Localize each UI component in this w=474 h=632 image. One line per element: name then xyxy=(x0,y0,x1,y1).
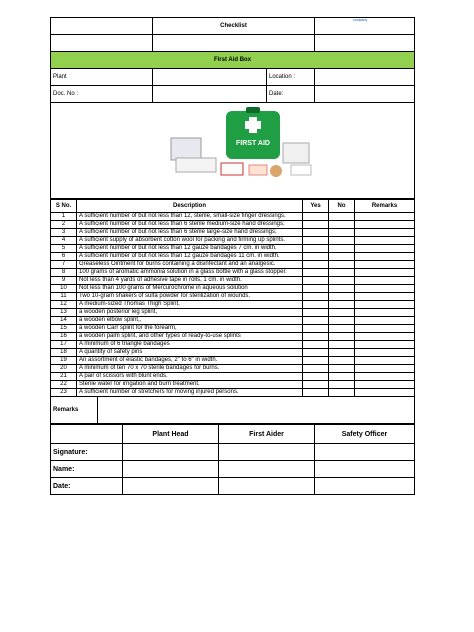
row-description: A sufficient number of but not less than 12, sterile, small-size finger dressings. xyxy=(77,213,303,221)
row-number: 9 xyxy=(51,277,77,285)
row-no-cell[interactable] xyxy=(329,389,355,397)
safety-officer-signature[interactable] xyxy=(315,444,415,461)
checklist-row xyxy=(51,389,415,397)
plant-label: Plant xyxy=(51,69,153,86)
row-description: A quantity of safety pins xyxy=(77,349,303,357)
checklist-row xyxy=(51,301,415,309)
row-description: A sufficient number of but not less than 12 gauze bandages 7 cm. in width. xyxy=(77,245,303,253)
row-yes-cell[interactable] xyxy=(303,301,329,309)
remarks-field[interactable] xyxy=(98,397,414,423)
row-yes-cell[interactable] xyxy=(303,317,329,325)
row-description: A minimum of 6 triangle bandages xyxy=(77,341,303,349)
row-remarks-cell[interactable] xyxy=(355,317,415,325)
date-field[interactable] xyxy=(315,86,415,103)
row-number: 8 xyxy=(51,269,77,277)
page-title: Checklist xyxy=(153,18,315,35)
row-yes-cell[interactable] xyxy=(303,253,329,261)
row-number: 12 xyxy=(51,301,77,309)
row-no-cell[interactable] xyxy=(329,229,355,237)
row-remarks-cell[interactable] xyxy=(355,221,415,229)
row-remarks-cell[interactable] xyxy=(355,341,415,349)
row-no-cell[interactable] xyxy=(329,333,355,341)
checklist-row xyxy=(51,365,415,373)
row-yes-cell[interactable] xyxy=(303,293,329,301)
row-no-cell[interactable] xyxy=(329,309,355,317)
row-yes-cell[interactable] xyxy=(303,309,329,317)
col-no: No xyxy=(329,200,355,213)
row-no-cell[interactable] xyxy=(329,253,355,261)
row-number: 18 xyxy=(51,349,77,357)
row-description: A sufficient supply of absorbent cotton wool for packing and firming up splints. xyxy=(77,237,303,245)
first-aider-signature[interactable] xyxy=(219,444,315,461)
row-no-cell[interactable] xyxy=(329,357,355,365)
kit-label: FIRST AID xyxy=(236,140,270,147)
row-yes-cell[interactable] xyxy=(303,389,329,397)
row-remarks-cell[interactable] xyxy=(355,349,415,357)
location-label: Location : xyxy=(267,69,315,86)
checklist-row xyxy=(51,261,415,269)
date-row-label: Date: xyxy=(51,478,123,495)
row-description: A pair of scissors with blunt ends. xyxy=(77,373,303,381)
row-description: Sterile water for irrigation and burn treatment. xyxy=(77,381,303,389)
checklist-table xyxy=(50,199,415,424)
row-remarks-cell[interactable] xyxy=(355,213,415,221)
section-title: First Aid Box xyxy=(51,52,415,69)
row-number: 13 xyxy=(51,309,77,317)
date-label: Date: xyxy=(267,86,315,103)
row-description: A sufficient number of stretchers for moving injured persons. xyxy=(77,389,303,397)
row-yes-cell[interactable] xyxy=(303,221,329,229)
row-number: 17 xyxy=(51,341,77,349)
row-description: a wooden palm splint, and other types of ready-to-use splints xyxy=(77,333,303,341)
row-yes-cell[interactable] xyxy=(303,277,329,285)
row-number: 3 xyxy=(51,229,77,237)
row-no-cell[interactable] xyxy=(329,349,355,357)
row-yes-cell[interactable] xyxy=(303,333,329,341)
row-yes-cell[interactable] xyxy=(303,237,329,245)
checklist-row xyxy=(51,317,415,325)
row-yes-cell[interactable] xyxy=(303,245,329,253)
checklist-row xyxy=(51,309,415,317)
row-number: 14 xyxy=(51,317,77,325)
row-no-cell[interactable] xyxy=(329,237,355,245)
name-label: Name: xyxy=(51,461,123,478)
company-logo: company xyxy=(353,18,368,22)
row-no-cell[interactable] xyxy=(329,301,355,309)
row-description: A minimum of ten 70 x 70 sterile bandages for burns. xyxy=(77,365,303,373)
location-field[interactable] xyxy=(315,69,415,86)
plant-field[interactable] xyxy=(153,69,267,86)
safety-officer-date[interactable] xyxy=(315,478,415,495)
row-description: 100 grams of aromatic ammonia solution in a glass bottle with a glass stopper. xyxy=(77,269,303,277)
checklist-row xyxy=(51,381,415,389)
row-no-cell[interactable] xyxy=(329,285,355,293)
doc-label: Doc. No : xyxy=(51,86,153,103)
row-description: Greaseless Ointment for burns containing a disinfectant and an analgesic. xyxy=(77,261,303,269)
checklist-row xyxy=(51,373,415,381)
row-number: 10 xyxy=(51,285,77,293)
row-description: a wooden Carr splint for the forearm, xyxy=(77,325,303,333)
row-description: A sufficient number of but not less than 6 sterile large-size hand dressings; xyxy=(77,229,303,237)
row-no-cell[interactable] xyxy=(329,269,355,277)
row-remarks-cell[interactable] xyxy=(355,285,415,293)
row-yes-cell[interactable] xyxy=(303,269,329,277)
row-description: An assortment of elastic bandages, 2" to 6" in width. xyxy=(77,357,303,365)
row-no-cell[interactable] xyxy=(329,213,355,221)
row-number: 5 xyxy=(51,245,77,253)
row-description: A sufficient number of but not less than 6 sterile medium-size hand dressings; xyxy=(77,221,303,229)
row-yes-cell[interactable] xyxy=(303,365,329,373)
row-number: 2 xyxy=(51,221,77,229)
row-number: 20 xyxy=(51,365,77,373)
doc-field[interactable] xyxy=(153,86,267,103)
plant-head-signature[interactable] xyxy=(123,444,219,461)
row-yes-cell[interactable] xyxy=(303,285,329,293)
checklist-row xyxy=(51,333,415,341)
row-no-cell[interactable] xyxy=(329,261,355,269)
row-remarks-cell[interactable] xyxy=(355,309,415,317)
row-number: 23 xyxy=(51,389,77,397)
row-number: 21 xyxy=(51,373,77,381)
row-number: 15 xyxy=(51,325,77,333)
col-description: Description xyxy=(77,200,303,213)
row-remarks-cell[interactable] xyxy=(355,245,415,253)
row-remarks-cell[interactable] xyxy=(355,365,415,373)
row-number: 4 xyxy=(51,237,77,245)
row-yes-cell[interactable] xyxy=(303,373,329,381)
col-safety-officer: Safety Officer xyxy=(315,425,415,444)
row-no-cell[interactable] xyxy=(329,317,355,325)
row-remarks-cell[interactable] xyxy=(355,237,415,245)
checklist-row xyxy=(51,213,415,221)
col-remarks: Remarks xyxy=(355,200,415,213)
row-remarks-cell[interactable] xyxy=(355,357,415,365)
row-number: 11 xyxy=(51,293,77,301)
col-first-aider: First Aider xyxy=(219,425,315,444)
row-remarks-cell[interactable] xyxy=(355,269,415,277)
checklist-row xyxy=(51,341,415,349)
row-description: A medium-sized Thomas Thigh Splint, xyxy=(77,301,303,309)
row-number: 6 xyxy=(51,253,77,261)
checklist-row xyxy=(51,277,415,285)
row-no-cell[interactable] xyxy=(329,277,355,285)
row-no-cell[interactable] xyxy=(329,381,355,389)
row-yes-cell[interactable] xyxy=(303,325,329,333)
safety-officer-name[interactable] xyxy=(315,461,415,478)
first-aider-name[interactable] xyxy=(219,461,315,478)
row-number: 22 xyxy=(51,381,77,389)
row-no-cell[interactable] xyxy=(329,245,355,253)
row-yes-cell[interactable] xyxy=(303,229,329,237)
plant-head-name[interactable] xyxy=(123,461,219,478)
row-no-cell[interactable] xyxy=(329,341,355,349)
first-aider-date[interactable] xyxy=(219,478,315,495)
row-description: a wooden posterior leg splint, xyxy=(77,309,303,317)
row-remarks-cell[interactable] xyxy=(355,389,415,397)
row-yes-cell[interactable] xyxy=(303,381,329,389)
row-no-cell[interactable] xyxy=(329,325,355,333)
row-remarks-cell[interactable] xyxy=(355,277,415,285)
checklist-row xyxy=(51,349,415,357)
row-remarks-cell[interactable] xyxy=(355,333,415,341)
checklist-row xyxy=(51,325,415,333)
row-no-cell[interactable] xyxy=(329,365,355,373)
signature-label: Signature: xyxy=(51,444,123,461)
row-remarks-cell[interactable] xyxy=(355,325,415,333)
remarks-label: Remarks xyxy=(51,397,98,423)
row-yes-cell[interactable] xyxy=(303,261,329,269)
row-number: 7 xyxy=(51,261,77,269)
row-remarks-cell[interactable] xyxy=(355,229,415,237)
row-yes-cell[interactable] xyxy=(303,341,329,349)
row-no-cell[interactable] xyxy=(329,373,355,381)
plant-head-date[interactable] xyxy=(123,478,219,495)
row-yes-cell[interactable] xyxy=(303,357,329,365)
checklist-sheet xyxy=(50,17,414,495)
col-sno: S No. xyxy=(51,200,77,213)
row-remarks-cell[interactable] xyxy=(355,381,415,389)
checklist-row xyxy=(51,269,415,277)
row-remarks-cell[interactable] xyxy=(355,253,415,261)
row-number: 19 xyxy=(51,357,77,365)
col-yes: Yes xyxy=(303,200,329,213)
row-description: Not less than 100 grams of Mercurochrome in aqueous solution xyxy=(77,285,303,293)
checklist-row xyxy=(51,285,415,293)
row-number: 16 xyxy=(51,333,77,341)
header-table xyxy=(50,17,415,199)
first-aid-kit-image xyxy=(51,103,415,199)
checklist-row xyxy=(51,245,415,253)
row-remarks-cell[interactable] xyxy=(355,373,415,381)
row-description: a wooden elbow splint,, xyxy=(77,317,303,325)
row-yes-cell[interactable] xyxy=(303,349,329,357)
checklist-row xyxy=(51,357,415,365)
row-no-cell[interactable] xyxy=(329,293,355,301)
row-remarks-cell[interactable] xyxy=(355,261,415,269)
checklist-row xyxy=(51,237,415,245)
row-description: A sufficient number of but not less than 12 gauze bandages 11 cm. in width. xyxy=(77,253,303,261)
row-description: Not less than 4 yards of adhesive tape in rolls, 1 cm. in width. xyxy=(77,277,303,285)
checklist-row xyxy=(51,221,415,229)
signoff-table xyxy=(50,424,415,495)
row-remarks-cell[interactable] xyxy=(355,301,415,309)
row-description: Two 10-gram shakers of sulfa powder for sterilization of wounds. xyxy=(77,293,303,301)
row-no-cell[interactable] xyxy=(329,221,355,229)
checklist-row xyxy=(51,293,415,301)
checklist-row xyxy=(51,253,415,261)
col-plant-head: Plant Head xyxy=(123,425,219,444)
row-remarks-cell[interactable] xyxy=(355,293,415,301)
row-number: 1 xyxy=(51,213,77,221)
checklist-row xyxy=(51,229,415,237)
row-yes-cell[interactable] xyxy=(303,213,329,221)
